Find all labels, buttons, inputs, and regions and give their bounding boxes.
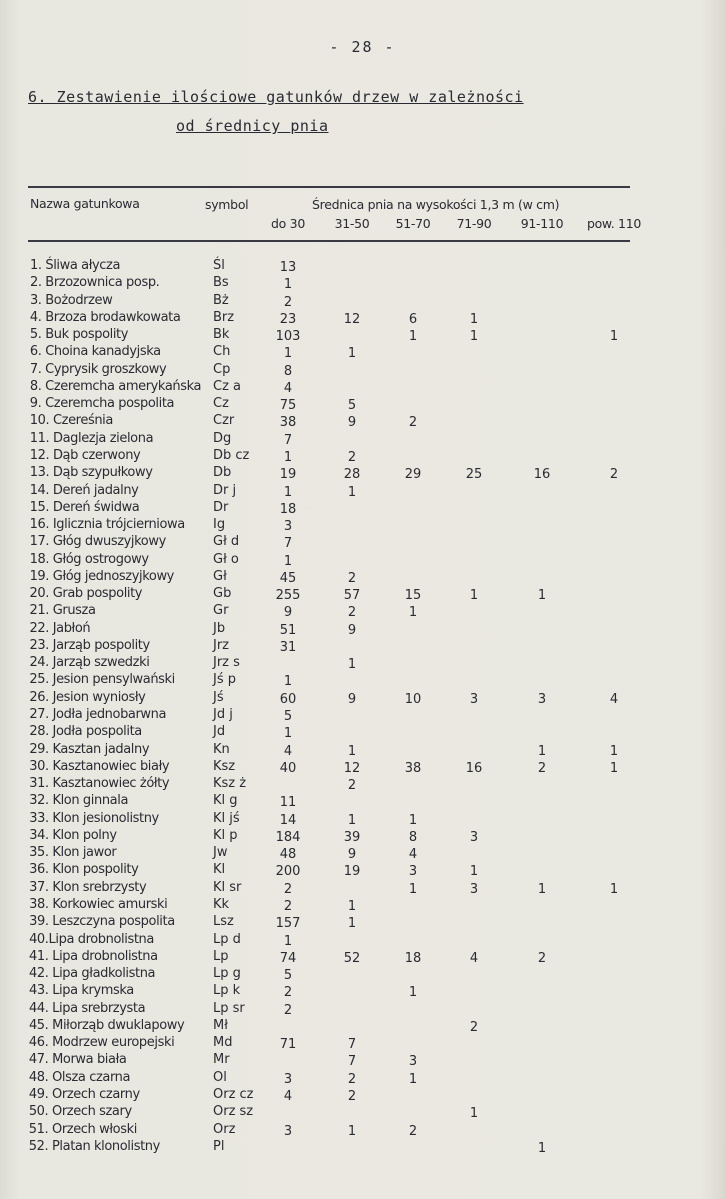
count-cell: 3	[537, 691, 547, 707]
count-cell: 1	[408, 1071, 418, 1087]
species-symbol: Orz cz	[213, 1086, 254, 1102]
count-cell: 1	[408, 812, 418, 828]
species-name: 42. Lipa gładkolistna	[29, 966, 156, 982]
count-cell: 2	[537, 950, 547, 966]
header-symbol: symbol	[205, 197, 249, 212]
species-name: 14. Dereń jadalny	[29, 482, 139, 498]
count-cell: 39	[343, 829, 361, 845]
page-number: - 28 -	[329, 38, 396, 56]
species-symbol: Pl	[213, 1138, 225, 1154]
count-cell: 31	[279, 639, 297, 655]
count-cell: 13	[279, 260, 297, 275]
species-name: 45. Miłorząb dwuklapowy	[28, 1017, 185, 1033]
species-symbol: Md	[213, 1035, 233, 1051]
species-name: 12. Dąb czerwony	[29, 447, 141, 463]
count-cell: 4	[609, 691, 619, 707]
species-name: 32. Klon ginnala	[29, 793, 129, 809]
count-cell: 1	[609, 743, 619, 759]
count-cell: 2	[283, 294, 293, 310]
count-cell: 19	[343, 864, 361, 880]
count-cell: 75	[279, 398, 297, 414]
species-symbol: Jd j	[213, 707, 233, 723]
count-cell: 25	[465, 467, 483, 483]
count-cell: 5	[283, 709, 293, 725]
count-cell: 4	[469, 950, 479, 966]
count-cell: 9	[283, 605, 293, 621]
species-symbol: Lp d	[213, 931, 241, 947]
count-cell: 60	[279, 691, 297, 707]
species-name: 30. Kasztanowiec biały	[29, 758, 170, 774]
count-cell: 200	[275, 864, 301, 880]
count-cell: 71	[279, 1037, 297, 1053]
count-cell: 2	[283, 881, 293, 897]
species-symbol: Jrz s	[213, 655, 240, 671]
count-cell: 1	[283, 484, 293, 500]
count-cell: 1	[283, 346, 293, 362]
count-cell: 6	[408, 311, 418, 327]
species-name: 5. Buk pospolity	[29, 327, 129, 343]
count-cell: 2	[347, 1088, 357, 1104]
count-cell: 1	[537, 1140, 547, 1156]
species-name: 41. Lipa drobnolistna	[29, 948, 158, 964]
header-col-4: 71-90	[456, 216, 492, 231]
count-cell: 2	[283, 1002, 293, 1018]
count-cell: 2	[408, 415, 418, 431]
count-cell: 28	[343, 467, 361, 483]
species-name: 40.Lipa drobnolistna	[29, 931, 154, 947]
count-cell: 1	[537, 743, 547, 759]
species-name: 19. Głóg jednoszyjkowy	[29, 568, 174, 584]
count-cell: 1	[609, 329, 619, 345]
count-cell: 1	[347, 484, 357, 500]
species-name: 52. Platan klonolistny	[28, 1138, 160, 1154]
count-cell: 1	[469, 588, 479, 604]
count-cell: 74	[279, 950, 297, 966]
count-cell: 15	[404, 588, 422, 604]
count-cell: 3	[283, 1071, 293, 1087]
count-cell: 1	[537, 588, 547, 604]
species-symbol: Kl g	[213, 793, 238, 809]
species-name: 4. Brzoza brodawkowata	[29, 309, 181, 325]
count-cell: 23	[279, 311, 297, 327]
species-symbol: Bs	[213, 275, 229, 291]
count-cell: 1	[347, 916, 357, 932]
species-symbol: Kn	[213, 741, 230, 757]
count-cell: 3	[283, 519, 293, 535]
count-cell: 2	[469, 1019, 479, 1035]
species-name: 22. Jabłoń	[29, 620, 91, 636]
species-name: 43. Lipa krymska	[28, 983, 134, 999]
count-cell: 1	[408, 329, 418, 345]
species-name: 9. Czeremcha pospolita	[29, 396, 175, 412]
species-name: 29. Kasztan jadalny	[29, 741, 150, 757]
count-cell: 9	[347, 622, 357, 638]
species-name: 25. Jesion pensylwański	[29, 672, 175, 688]
count-cell: 29	[404, 467, 422, 483]
species-symbol: Db cz	[213, 447, 250, 463]
species-name: 15. Dereń świdwa	[29, 499, 140, 515]
count-cell: 7	[283, 536, 293, 552]
count-cell: 3	[408, 1054, 418, 1070]
count-cell: 4	[408, 847, 418, 863]
count-cell: 11	[279, 795, 297, 811]
count-cell: 48	[279, 847, 297, 863]
species-name: 37. Klon srebrzysty	[29, 879, 147, 895]
species-name: 27. Jodła jednobarwna	[29, 707, 167, 723]
species-symbol: Gł	[213, 568, 227, 584]
count-cell: 19	[279, 467, 297, 483]
species-name: 44. Lipa srebrzysta	[28, 1000, 146, 1016]
species-name: 36. Klon pospolity	[29, 862, 139, 878]
count-cell: 57	[343, 588, 361, 604]
species-name: 38. Korkowiec amurski	[29, 896, 168, 912]
species-symbol: Lsz	[213, 914, 234, 930]
count-cell: 18	[279, 501, 297, 517]
count-cell: 2	[347, 1071, 357, 1087]
species-name: 24. Jarząb szwedzki	[29, 655, 150, 671]
species-name: 34. Klon polny	[29, 827, 117, 843]
species-symbol: Jd	[213, 724, 226, 740]
count-cell: 1	[283, 277, 293, 293]
species-name: 1. Śliwa ałycza	[30, 258, 121, 273]
species-symbol: Gr	[213, 603, 229, 619]
table-title-continued: od średnicy pnia	[176, 117, 329, 135]
species-symbol: Dr j	[213, 482, 237, 498]
count-cell: 8	[408, 829, 418, 845]
count-cell: 16	[465, 760, 483, 776]
count-cell: 2	[347, 778, 357, 794]
count-cell: 16	[533, 467, 551, 483]
count-cell: 1	[347, 898, 357, 914]
count-cell: 1	[283, 726, 293, 742]
species-name: 35. Klon jawor	[29, 845, 117, 861]
species-name: 31. Kasztanowiec żółty	[29, 776, 170, 792]
count-cell: 18	[404, 950, 422, 966]
species-symbol: Gb	[213, 586, 232, 602]
count-cell: 9	[347, 691, 357, 707]
species-symbol: Śl	[213, 258, 225, 273]
header-col-1: do 30	[271, 216, 305, 231]
count-cell: 52	[343, 950, 361, 966]
count-cell: 12	[343, 311, 361, 327]
species-name: 11. Daglezja zielona	[29, 430, 154, 446]
header-bottom-rule	[28, 240, 630, 242]
species-symbol: Brz	[213, 309, 235, 325]
species-symbol: Ksz	[213, 758, 236, 774]
count-cell: 2	[408, 1123, 418, 1139]
count-cell: 1	[469, 329, 479, 345]
header-col-5: 91-110	[520, 216, 564, 231]
count-cell: 1	[469, 1106, 479, 1122]
species-symbol: Gł o	[213, 551, 239, 567]
count-cell: 1	[347, 743, 357, 759]
count-cell: 7	[347, 1054, 357, 1070]
count-cell: 1	[283, 553, 293, 569]
species-symbol: Lp	[213, 948, 229, 964]
species-name: 48. Olsza czarna	[28, 1069, 131, 1085]
count-cell: 3	[469, 691, 479, 707]
species-symbol: Ksz ż	[213, 776, 247, 792]
header-col-2: 31-50	[334, 216, 370, 231]
count-cell: 12	[343, 760, 361, 776]
species-name: 7. Cyprysik groszkowy	[29, 361, 167, 377]
count-cell: 2	[609, 467, 619, 483]
count-cell: 1	[609, 760, 619, 776]
species-symbol: Mr	[213, 1052, 230, 1068]
species-symbol: Ig	[213, 517, 226, 533]
species-symbol: Dg	[213, 430, 232, 446]
species-name: 28. Jodła pospolita	[29, 724, 142, 740]
species-symbol: Lp k	[213, 983, 241, 999]
species-symbol: Ol	[213, 1069, 227, 1085]
count-cell: 9	[347, 415, 357, 431]
species-name: 23. Jarząb pospolity	[29, 637, 150, 653]
species-symbol: Cp	[213, 361, 231, 377]
count-cell: 1	[283, 449, 293, 465]
count-cell: 14	[279, 812, 297, 828]
species-name: 50. Orzech szary	[28, 1104, 132, 1120]
header-diameter: Średnica pnia na wysokości 1,3 m (w cm)	[312, 197, 560, 212]
species-name: 6. Choina kanadyjska	[29, 344, 161, 360]
species-name: 18. Głóg ostrogowy	[29, 551, 149, 567]
species-symbol: Lp g	[213, 966, 241, 982]
count-cell: 1	[609, 881, 619, 897]
species-symbol: Jw	[213, 845, 228, 861]
species-name: 39. Leszczyna pospolita	[29, 914, 175, 930]
header-col-6: pow. 110	[586, 216, 642, 231]
count-cell: 157	[275, 916, 301, 932]
count-cell: 184	[275, 829, 301, 845]
count-cell: 2	[537, 760, 547, 776]
species-symbol: Mł	[213, 1017, 228, 1033]
header-top-rule	[28, 186, 630, 188]
count-cell: 4	[283, 743, 293, 759]
species-symbol: Kl	[213, 862, 226, 878]
count-cell: 45	[279, 570, 297, 586]
species-symbol: Cz	[213, 396, 229, 412]
count-cell: 1	[283, 674, 293, 690]
count-cell: 1	[408, 605, 418, 621]
species-symbol: Kl sr	[213, 879, 242, 895]
species-name: 47. Morwa biała	[28, 1052, 127, 1068]
species-symbol: Jrz	[213, 637, 230, 653]
species-symbol: Czr	[213, 413, 235, 429]
count-cell: 1	[347, 1123, 357, 1139]
species-symbol: Jś p	[213, 672, 236, 688]
count-cell: 5	[347, 398, 357, 414]
species-name: 3. Bożodrzew	[29, 292, 113, 308]
count-cell: 4	[283, 380, 293, 396]
species-name: 49. Orzech czarny	[28, 1086, 140, 1102]
species-symbol: Dr	[213, 499, 229, 515]
species-name: 51. Orzech włoski	[28, 1121, 137, 1137]
species-name: 21. Grusza	[29, 603, 96, 619]
species-name: 33. Klon jesionolistny	[29, 810, 159, 826]
count-cell: 1	[283, 933, 293, 949]
count-cell: 1	[408, 881, 418, 897]
count-cell: 2	[283, 985, 293, 1001]
count-cell: 3	[408, 864, 418, 880]
species-symbol: Ch	[213, 344, 231, 360]
species-name: 17. Głóg dwuszyjkowy	[29, 534, 166, 550]
count-cell: 1	[469, 864, 479, 880]
count-cell: 9	[347, 847, 357, 863]
count-cell: 4	[283, 1088, 293, 1104]
species-name: 8. Czeremcha amerykańska	[29, 378, 202, 394]
species-name: 16. Iglicznia trójcierniowa	[29, 517, 185, 533]
header-col-3: 51-70	[395, 216, 431, 231]
count-cell: 40	[279, 760, 297, 776]
species-symbol: Kl p	[213, 827, 238, 843]
count-cell: 3	[469, 829, 479, 845]
count-cell: 1	[347, 812, 357, 828]
count-cell: 1	[408, 985, 418, 1001]
count-cell: 10	[404, 691, 422, 707]
count-cell: 7	[283, 432, 293, 448]
count-cell: 1	[537, 881, 547, 897]
count-cell: 38	[404, 760, 422, 776]
species-name: 20. Grab pospolity	[29, 586, 143, 602]
species-name: 26. Jesion wyniosły	[29, 689, 146, 705]
species-symbol: Jb	[213, 620, 226, 636]
count-cell: 38	[279, 415, 297, 431]
count-cell: 1	[347, 657, 357, 673]
count-cell: 3	[469, 881, 479, 897]
count-cell: 8	[283, 363, 293, 379]
species-symbol: Bż	[213, 292, 229, 308]
count-cell: 1	[469, 311, 479, 327]
species-symbol: Jś	[213, 689, 224, 705]
species-symbol: Gł d	[213, 534, 240, 550]
species-symbol: Kl jś	[213, 810, 240, 826]
species-name: 2. Brzozownica posp.	[29, 275, 160, 291]
species-symbol: Bk	[213, 327, 230, 343]
species-symbol: Orz sz	[213, 1104, 254, 1120]
count-cell: 1	[347, 346, 357, 362]
count-cell: 5	[283, 968, 293, 984]
table-title: 6. Zestawienie ilościowe gatunków drzew w zależności	[28, 88, 524, 106]
species-name: 13. Dąb szypułkowy	[29, 465, 153, 481]
count-cell: 2	[347, 570, 357, 586]
count-cell: 255	[275, 588, 301, 604]
species-symbol: Lp sr	[213, 1000, 245, 1016]
count-cell: 103	[275, 329, 301, 345]
species-name: 10. Czereśnia	[29, 413, 113, 429]
species-name: 46. Modrzew europejski	[28, 1035, 175, 1051]
species-symbol: Db	[213, 465, 232, 481]
count-cell: 2	[347, 449, 357, 465]
species-symbol: Orz	[213, 1121, 236, 1137]
count-cell: 3	[283, 1123, 293, 1139]
species-symbol: Cz a	[213, 378, 241, 394]
count-cell: 51	[279, 622, 297, 638]
count-cell: 2	[347, 605, 357, 621]
count-cell: 2	[283, 898, 293, 914]
count-cell: 7	[347, 1037, 357, 1053]
header-name: Nazwa gatunkowa	[30, 196, 140, 211]
species-symbol: Kk	[213, 896, 230, 912]
